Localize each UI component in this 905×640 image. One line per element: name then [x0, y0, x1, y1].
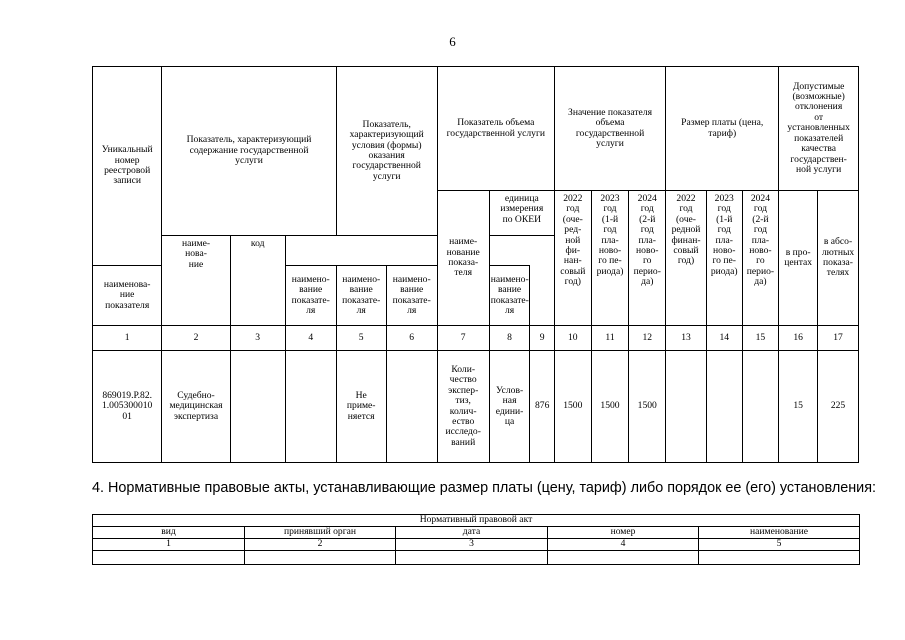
column-number: 14	[706, 326, 742, 351]
header-content-indicator: Показатель, характеризующий содержание государственной услуги	[162, 67, 336, 236]
legal-act-column-header: номер	[548, 527, 699, 539]
legal-act-cell	[93, 551, 245, 565]
header-conditions-indicator: Показатель, характеризующий условия (формы) оказания государственной услуги	[336, 67, 437, 236]
legal-act-column-header: наименование	[699, 527, 860, 539]
header-okei-unit: единица измерения по ОКЕИ	[489, 191, 554, 236]
header-indicator-name-2: наимено- вание показате- ля	[285, 266, 336, 326]
header-value-2024: 2024 год (2-й год пла- ново- го перио- да)	[629, 191, 666, 326]
column-number: 5	[336, 326, 386, 351]
header-okei-name: наиме- нова- ние	[162, 236, 230, 326]
fee-2022-cell	[666, 351, 707, 463]
legal-act-cell	[396, 551, 548, 565]
header-fee-2024: 2024 год (2-й год пла- ново- го перио- да)	[742, 191, 779, 326]
header-volume-indicator: Показатель объема государственной услуги	[437, 67, 554, 191]
table-row	[93, 551, 860, 565]
condition-1-cell: Не приме- няется	[336, 351, 386, 463]
column-number: 3	[230, 326, 285, 351]
legal-act-column-header: дата	[396, 527, 548, 539]
header-deviations: Допустимые (возможные) отклонения от установленных показателей качества государствен- ной услуги	[779, 67, 859, 191]
fee-2024-cell	[742, 351, 779, 463]
volume-indicator-cell: Коли- чество экспер- тиз, колич- ество исследо- ваний	[437, 351, 489, 463]
column-number: 2	[162, 326, 230, 351]
column-number: 11	[591, 326, 629, 351]
column-number: 13	[666, 326, 707, 351]
header-indicator-name-4: наимено- вание показате- ля	[386, 266, 437, 326]
column-number: 4	[285, 326, 336, 351]
deviation-percent-cell: 15	[779, 351, 818, 463]
page-number: 6	[449, 34, 456, 49]
header-deviation-percent: в про- центах	[779, 191, 818, 326]
column-number: 8	[489, 326, 530, 351]
header-volume-indicator-name: наиме- нование показа- теля	[437, 191, 489, 326]
column-number: 17	[818, 326, 859, 351]
header-fee: Размер платы (цена, тариф)	[666, 67, 779, 191]
column-number: 12	[629, 326, 666, 351]
unit-name-cell: Услов- ная едини- ца	[489, 351, 530, 463]
header-unique-number: Уникальный номер реестровой записи	[93, 67, 162, 266]
legal-act-column-number: 4	[548, 539, 699, 551]
header-value-2023: 2023 год (1-й год пла- ново- го пе- риода)	[591, 191, 629, 326]
column-number: 16	[779, 326, 818, 351]
section-4-title: 4. Нормативные правовые акты, устанавливающие размер платы (цену, тариф) либо порядок ее (его) установления:	[92, 480, 876, 496]
legal-act-cell	[245, 551, 396, 565]
column-number: 9	[530, 326, 554, 351]
header-okei-code: код	[230, 236, 285, 326]
fee-2023-cell	[706, 351, 742, 463]
header-indicator-name-5: наимено- вание показате- ля	[489, 266, 530, 326]
header-volume-value: Значение показателя объема государственной услуги	[554, 67, 665, 191]
legal-act-column-header: принявший орган	[245, 527, 396, 539]
column-number: 7	[437, 326, 489, 351]
column-number: 6	[386, 326, 437, 351]
value-2022-cell: 1500	[554, 351, 591, 463]
value-2023-cell: 1500	[591, 351, 629, 463]
service-volume-table	[92, 66, 859, 463]
header-indicator-name-1: наименова- ние показателя	[93, 266, 162, 326]
condition-2-cell	[386, 351, 437, 463]
registry-number-cell: 869019.Р.82. 1.005300010 01	[93, 351, 162, 463]
unit-code-cell: 876	[530, 351, 554, 463]
legal-act-column-number: 5	[699, 539, 860, 551]
legal-act-column-header: вид	[93, 527, 245, 539]
legal-act-title: Нормативный правовой акт	[93, 515, 860, 527]
header-fee-2023: 2023 год (1-й год пла- ново- го пе- риода)	[706, 191, 742, 326]
header-value-2022: 2022 год (оче- ред- ной фи- нан- совый год)	[554, 191, 591, 326]
legal-act-column-number: 3	[396, 539, 548, 551]
column-number: 1	[93, 326, 162, 351]
legal-act-column-number: 1	[93, 539, 245, 551]
column-number-row	[93, 326, 859, 351]
column-number: 15	[742, 326, 779, 351]
header-deviation-absolute: в абсо- лютных показа- телях	[818, 191, 859, 326]
deviation-absolute-cell: 225	[818, 351, 859, 463]
header-fee-2022: 2022 год (оче- редной финан- совый год)	[666, 191, 707, 326]
legal-act-cell	[548, 551, 699, 565]
legal-act-cell	[699, 551, 860, 565]
content-indicator-3-cell	[285, 351, 336, 463]
table-row	[93, 351, 859, 463]
legal-act-column-number: 2	[245, 539, 396, 551]
column-number: 10	[554, 326, 591, 351]
legal-acts-table	[92, 514, 860, 565]
header-indicator-name-3: наимено- вание показате- ля	[336, 266, 386, 326]
content-indicator-1-cell: Судебно- медицинская экспертиза	[162, 351, 230, 463]
content-indicator-2-cell	[230, 351, 285, 463]
value-2024-cell: 1500	[629, 351, 666, 463]
